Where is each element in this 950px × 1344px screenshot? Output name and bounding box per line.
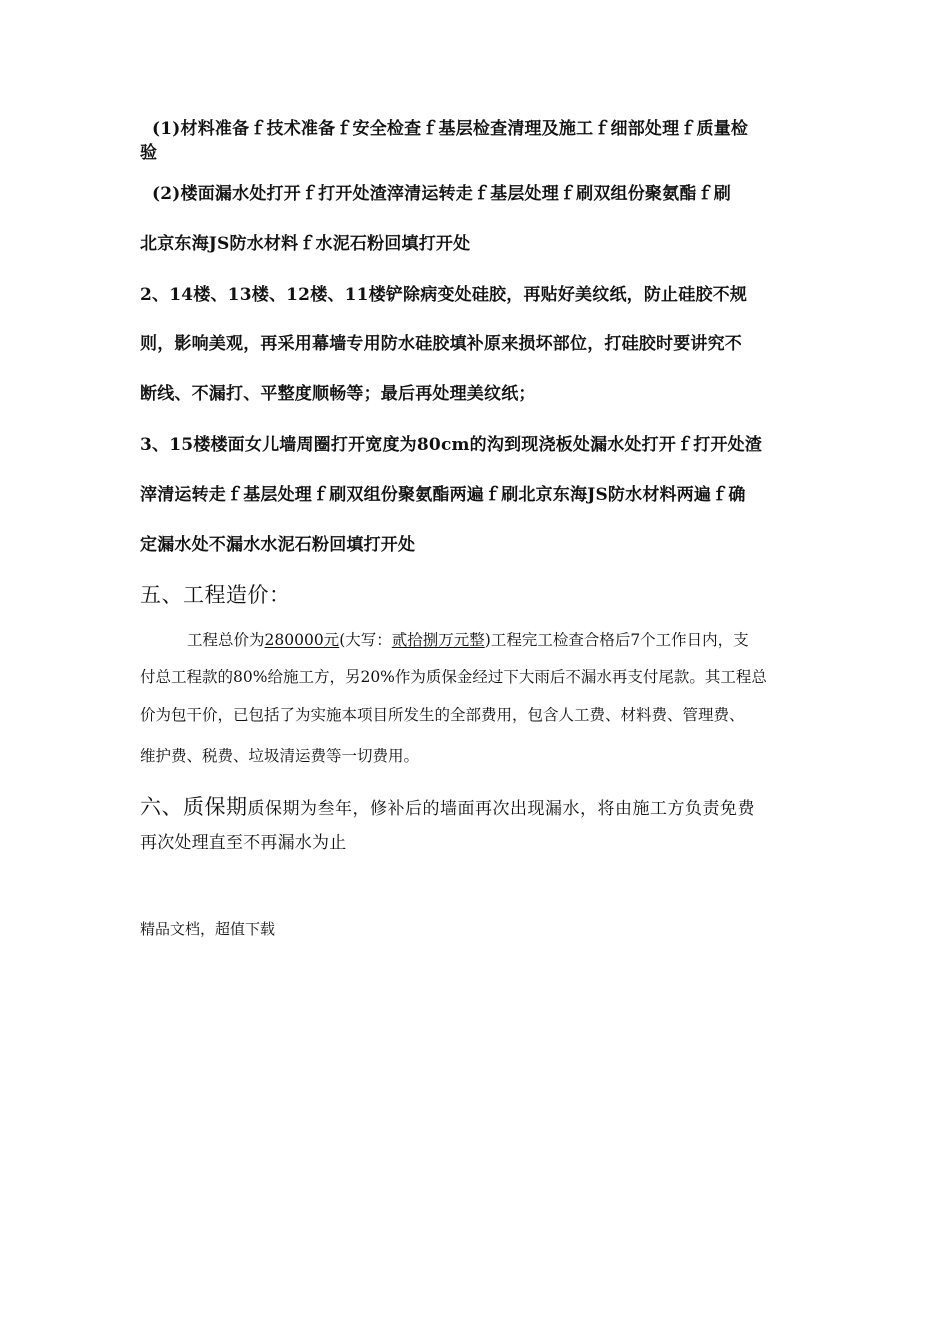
cost-paragraph-line-3: 价为包干价，已包括了为实施本项目所发生的全部费用，包含人工费、材料费、管理费、 — [140, 706, 745, 724]
warranty-body: 质保期为叁年，修补后的墙面再次出现漏水，将由施工方负责免费 — [247, 799, 755, 819]
cost-paragraph-line-1 — [187, 630, 867, 650]
cost-paragraph-line-2: 付总工程款的80%给施工方，另20%作为质保金经过下大雨后不漏水再支付尾款。其工程总 — [140, 668, 767, 686]
cost-paragraph-line-4: 维护费、税费、垃圾清运费等一切费用。 — [140, 747, 420, 765]
cost-prefix: 工程总价为 — [187, 631, 265, 649]
point-2-line-2: 则，影响美观，再采用幕墙专用防水硅胶填补原来损坏部位，打硅胶时要讲究不 — [140, 334, 742, 354]
point-2-line-3: 断线、不漏打、平整度顺畅等；最后再处理美纹纸； — [140, 384, 536, 404]
cost-amount: 280000元 — [264, 631, 340, 649]
point-2-line-1: 2、14楼、13楼、12楼、11楼铲除病变处硅胶，再贴好美纹纸，防止硅胶不规 — [140, 285, 748, 305]
warranty-line-1 — [140, 794, 755, 822]
cost-suffix: )工程完工检查合格后7个工作日内，支 — [484, 631, 749, 649]
step-1-line-2: 验 — [140, 143, 158, 163]
point-3-line-2: 滓清运转走ｆ基层处理ｆ刷双组份聚氨酯两遍ｆ刷北京东海JS防水材料两遍ｆ确 — [140, 485, 746, 505]
step-1-line-1: (1)材料准备ｆ技术准备ｆ安全检查ｆ基层检查清理及施工ｆ细部处理ｆ质量检 — [152, 119, 749, 139]
point-3-line-1: 3、15楼楼面女儿墙周圈打开宽度为80cm的沟到现浇板处漏水处打开ｆ打开处渣 — [140, 435, 763, 455]
warranty-line-2: 再次处理直至不再漏水为止 — [140, 833, 347, 853]
step-2-line-2: 北京东海JS防水材料ｆ水泥石粉回填打开处 — [140, 234, 471, 254]
section-5-heading: 五、工程造价： — [140, 583, 291, 607]
point-3-line-3: 定漏水处不漏水水泥石粉回填打开处 — [140, 535, 416, 555]
cost-amount-words: 贰拾捌万元整 — [391, 631, 485, 649]
section-6-heading: 六、质保期 — [140, 795, 248, 819]
cost-paren-open: (大写： — [339, 631, 392, 649]
step-2-line-1: (2)楼面漏水处打开ｆ打开处渣滓清运转走ｆ基层处理ｆ刷双组份聚氨酯ｆ刷 — [152, 184, 731, 204]
footer-note: 精品文档，超值下载 — [140, 920, 276, 938]
